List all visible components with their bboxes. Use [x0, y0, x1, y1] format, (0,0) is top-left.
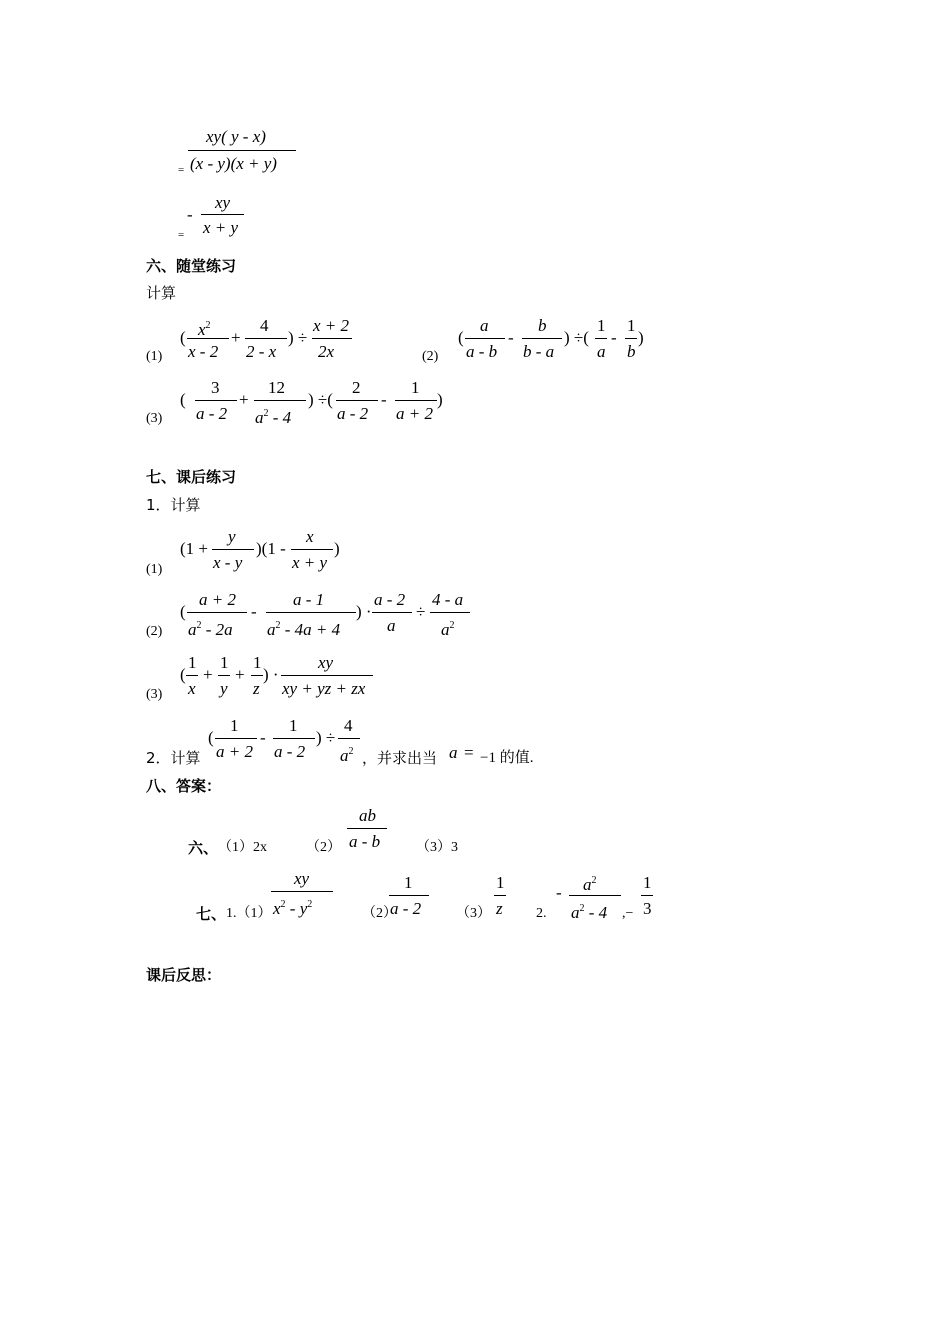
answers-seven-label: 七、	[196, 905, 227, 923]
fraction-denominator: x + y	[203, 218, 239, 237]
problem-label: (1)	[146, 349, 163, 364]
fraction-bar	[201, 214, 244, 215]
problem-label: (3)	[146, 411, 163, 426]
item2-value: −1 的值.	[480, 750, 534, 766]
reflection-heading: 课后反思：	[146, 966, 222, 984]
section8-heading: 八、答案：	[146, 777, 222, 795]
problem-label: (1)	[146, 562, 163, 577]
section6-instruction: 计算	[146, 284, 177, 302]
fraction-bar	[188, 150, 296, 151]
answer6-1: （1）2x	[218, 840, 267, 855]
answers-six-label: 六、	[188, 839, 219, 857]
section7-item1: 1．计算	[146, 496, 201, 514]
item2-suffix: ，并求出当	[362, 749, 438, 767]
answer7-3-label: （3）	[456, 906, 491, 921]
answer6-3: （3）3	[416, 840, 458, 855]
problem-label: (2)	[146, 624, 163, 639]
item2-prefix: 2．计算	[146, 749, 201, 767]
equals-sign: =	[178, 164, 185, 176]
fraction-numerator: xy	[215, 193, 231, 212]
fraction-denominator: (x - y)(x + y)	[190, 154, 277, 173]
section6-heading: 六、随堂练习	[146, 257, 237, 275]
answer7-q2-label: 2.	[536, 906, 547, 921]
problem-label: (3)	[146, 687, 163, 702]
answer6-2-label: （2）	[306, 840, 341, 855]
answer7-2-label: （2）	[362, 906, 397, 921]
answer7-q2-sep: ,−	[622, 906, 634, 921]
section7-heading: 七、课后练习	[146, 468, 237, 486]
fraction-numerator: xy( y - x)	[206, 127, 266, 146]
problem-label: (2)	[422, 349, 439, 364]
equals-sign: =	[178, 229, 185, 241]
answer7-1-label: 1.（1）	[226, 906, 272, 921]
minus-sign: -	[187, 205, 193, 224]
